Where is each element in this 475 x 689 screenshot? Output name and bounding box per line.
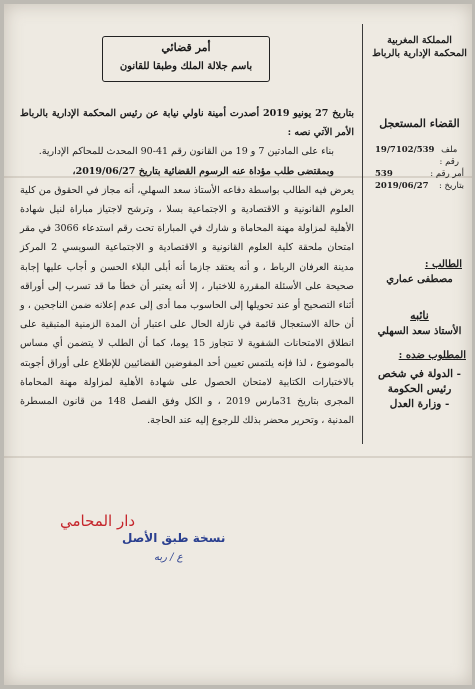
defendant-heading: المطلوب ضده : (398, 350, 466, 361)
kingdom-line: المملكة المغربية (387, 35, 452, 46)
column-divider (362, 24, 363, 444)
legal-basis: بناء على المادتين 7 و 19 من القانون رقم 41-90 المحدث للمحاكم الإدارية. (38, 146, 334, 158)
order-number-label: أمر رقم : (430, 169, 464, 179)
signature: ع / ربه (154, 552, 183, 563)
order-title: أمر قضائي (161, 41, 211, 54)
order-body (20, 104, 354, 430)
plaintiff-name: مصطفى عماري (386, 274, 453, 285)
representative-heading: نائبه (410, 309, 429, 322)
case-meta (367, 144, 472, 192)
case-number-label: ملف رقم : (439, 145, 459, 167)
defendant-list (367, 367, 472, 412)
plaintiff-heading: الطالب : (424, 259, 462, 270)
representative-name: الأستاذ سعد السهلي (377, 326, 462, 337)
paper-fold (4, 456, 472, 458)
defendant-line: - وزارة العدل (389, 398, 450, 410)
request-paragraph: يعرض فيه الطالب بواسطة دفاعه الأستاذ سعد السهلي، أنه مجاز في الحقوق من كلية العلوم القانونية و الاقتصادية و الاجتماعية بسلا ، وترشح لاجتياز مباراة لنيل شهادة الأهلية لمزاولة مهنة المحاماة و شارك في المباراة تحت رقم استدعاء 3066 في مقر امتحان ملحقة كلية العلوم القانونية و الاقتصادية و الاجتماعية السويسي 2 المركز مدينة العرفان الرباط ، و أنه يعتقد جازما أنه أبلى البلاء الحسن و أجاب عليها إجابة صحيحة على الأسئلة المقررة للاختبار ، إلا أنه يعتبر أن خطأ ما قد تسرب إلى أوراقه أثناء التصحيح أو عند تحويلها إلى الحاسوب مما أدى إلى عدم إعلانه ضمن الناجحين ، و أن حالة الاستعجال قائمة في نازلة الحال على اعتبار أن المدة الزمنية المتبقية على انطلاق الامتحانات الشفوية لا تتجاوز 15 يوما، كما أن الطلب لا يتضمن أي مساس بالموضوع ، لذا فإنه يلتمس تعيين أحد المفوضين القضائيين للإطلاع على أوراق أجوبته بالاختبارات الكتابية لامتحان الحصول على شهادة الأهلية لمزاولة مهنة المحاماة المجرى بتاريخ 31مارس 2019 ، و الكل وفق الفصل 148 من قانون المسطرة المدنية ، وتحرير محضر بذلك للرجوع إليه عند الحاجة. (20, 184, 355, 427)
court-name: المحكمة الإدارية بالرباط (372, 48, 467, 59)
king-line: باسم جلالة الملك وطبقا للقانون (119, 61, 253, 72)
kingdom-header (367, 34, 472, 60)
order-intro: بتاريخ 27 يونيو 2019 أصدرت أمينة ناولي نيابة عن رئيس المحكمة الإدارية بالرباط الأمر الآتي نصه : (20, 108, 355, 139)
defendant-line: - الدولة في شخص (377, 368, 462, 380)
judicial-order-stamp (102, 36, 270, 82)
true-copy-stamp: نسخة طبق الأصل (122, 531, 226, 545)
case-number-row (367, 144, 472, 168)
order-number-value: 539 (375, 169, 393, 179)
date-row (367, 180, 472, 192)
order-number-row (367, 168, 472, 180)
urgent-court-label: القضاء المستعجل (379, 117, 460, 130)
case-number-value: 19/7102/539 (375, 145, 435, 155)
law-office-stamp: دار المحامي (60, 512, 136, 530)
date-label: بتاريخ : (438, 181, 464, 191)
request-fees: وبمقتضى طلب مؤداة عنه الرسوم القضائية بتاريخ 2019/06/27، (72, 165, 334, 177)
defendant-line: رئيس الحكومة (387, 383, 452, 395)
document-page (4, 4, 472, 685)
date-value: 2019/06/27 (375, 181, 429, 191)
